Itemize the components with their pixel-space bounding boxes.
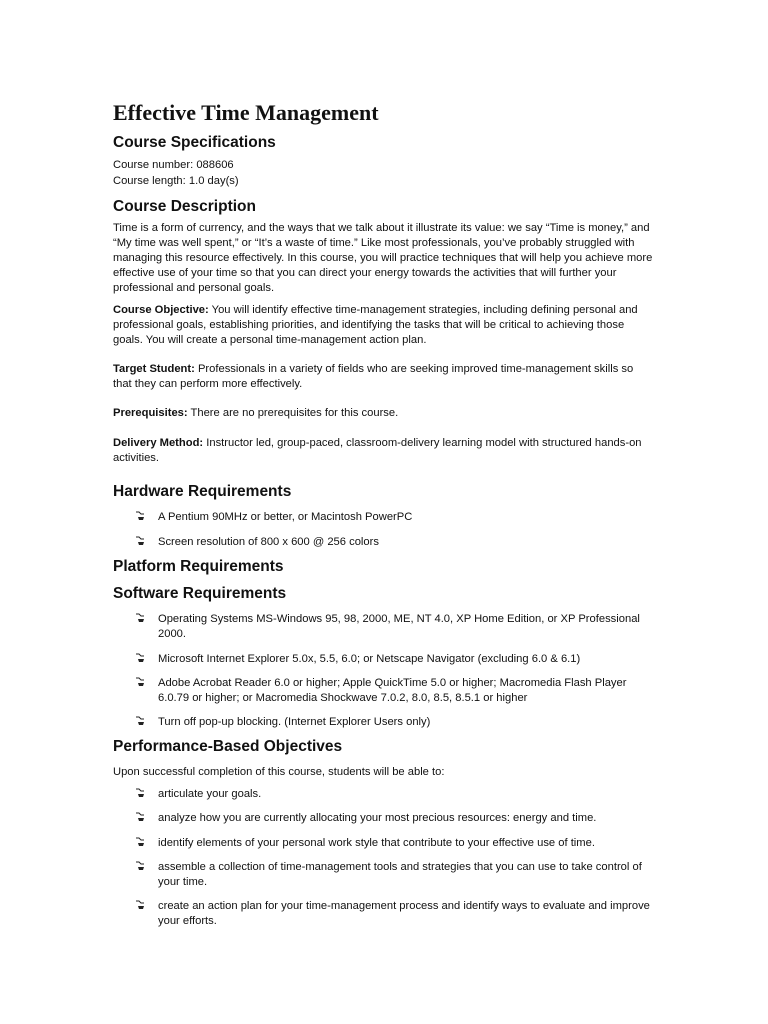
target-student-text: Professionals in a variety of fields who are seeking improved time-management skills so that they can perform more effectively. (113, 363, 634, 390)
bullet-icon (135, 676, 148, 687)
software-item-4: Turn off pop-up blocking. (Internet Explorer Users only) (158, 716, 431, 728)
course-objective-label: Course Objective: (113, 304, 209, 316)
objective-item-5: create an action plan for your time-management process and identify ways to evaluate and improve your efforts. (158, 900, 650, 927)
bullet-icon (135, 836, 148, 847)
course-specifications-heading: Course Specifications (113, 134, 276, 151)
software-requirements-heading: Software Requirements (113, 585, 287, 602)
objectives-intro: Upon successful completion of this course, students will be able to: (113, 766, 445, 778)
objective-item-2: analyze how you are currently allocating your most precious resources: energy and time. (158, 812, 597, 824)
objective-item-3: identify elements of your personal work style that contribute to your effective use of time. (158, 837, 595, 849)
delivery-method-text: Instructor led, group-paced, classroom-delivery learning model with structured hands-on activities. (113, 437, 642, 464)
bullet-icon (135, 535, 148, 546)
delivery-method (113, 436, 653, 466)
software-item-3: Adobe Acrobat Reader 6.0 or higher; Apple QuickTime 5.0 or higher; Macromedia Flash Player 6.0.79 or higher; or Macromedia Shockwave 7.0.2, 8.0, 8.5, 8.5.1 or higher (158, 677, 627, 704)
software-item-2: Microsoft Internet Explorer 5.0x, 5.5, 6.0; or Netscape Navigator (excluding 6.0 & 6.1) (158, 653, 581, 665)
course-description-text: Time is a form of currency, and the ways that we talk about it illustrate its value: we say “Time is money,” and “My time was well spent,” or “It’s a waste of time.” Like most professionals, you’ve probably struggled with managing this resource effectively. In this course, you will practice techniques that will help you achieve more effective use of your time so that you can direct your energy towards the activities that will further your professional and personal goals. (113, 222, 653, 294)
hardware-requirements-heading: Hardware Requirements (113, 483, 292, 500)
course-objective (113, 303, 653, 348)
bullet-icon (135, 787, 148, 798)
hardware-item-1: A Pentium 90MHz or better, or Macintosh PowerPC (158, 511, 413, 523)
bullet-icon (135, 510, 148, 521)
course-number: Course number: 088606 (113, 159, 234, 171)
hardware-item-2: Screen resolution of 800 x 600 @ 256 colors (158, 536, 379, 548)
objective-item-4: assemble a collection of time-management tools and strategies that you can use to take control of your time. (158, 861, 642, 888)
bullet-icon (135, 715, 148, 726)
target-student (113, 362, 653, 392)
objective-item-1: articulate your goals. (158, 788, 262, 800)
bullet-icon (135, 899, 148, 910)
prerequisites-label: Prerequisites: (113, 407, 188, 419)
performance-objectives-heading: Performance-Based Objectives (113, 738, 343, 755)
target-student-label: Target Student: (113, 363, 195, 375)
bullet-icon (135, 652, 148, 663)
delivery-method-label: Delivery Method: (113, 437, 204, 449)
document-title: Effective Time Management (113, 100, 379, 125)
prerequisites (113, 406, 653, 421)
bullet-icon (135, 811, 148, 822)
course-objective-text: You will identify effective time-management strategies, including defining personal and professional goals, establishing priorities, and identifying the tasks that will be critical to achieving those goals. You will create a personal time-management action plan. (113, 304, 638, 346)
course-description-heading: Course Description (113, 198, 256, 215)
software-item-1: Operating Systems MS-Windows 95, 98, 2000, ME, NT 4.0, XP Home Edition, or XP Professional 2000. (158, 613, 640, 640)
prerequisites-text: There are no prerequisites for this course. (187, 407, 399, 419)
bullet-icon (135, 612, 148, 623)
platform-requirements-heading: Platform Requirements (113, 558, 284, 575)
bullet-icon (135, 860, 148, 871)
course-length: Course length: 1.0 day(s) (113, 175, 239, 187)
